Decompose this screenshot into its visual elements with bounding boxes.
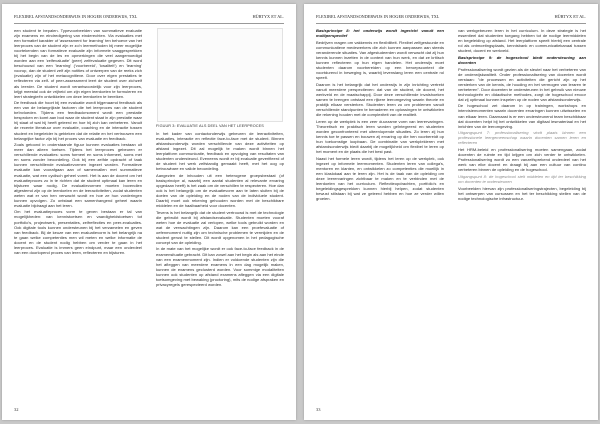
- paragraph: Leren op de werkplek is een zeer duurzame vorm van leerervaringen. Theoretisch en praktisch leren worden geïntegreerd en studenten worden geconfronteerd met uiteenlopende situaties. Zo leren zij hun kennis toe te passen en bouwen zij ervaring op die hen voorbereidt op hun toekomstige loopbaan. De combinatie van werkplekleren met afstandsonderwijs biedt daarbij de mogelijkheid om flexibel te leren op het moment en de plaats die het best past.: [316, 118, 444, 154]
- section-heading: Basisprincipe 8: het onderwijs wordt ingericht vanuit een multiperspectief: [316, 28, 444, 39]
- principle-quote: Uitgangspunt 8: de hogeschool stelt middelen en tijd ter beschikking om docenten te ondersteunen: [458, 173, 586, 184]
- header-title: FLEXIBEL AFSTANDSONDERWIJS IN HOGER ONDERWIJS, TXL: [14, 14, 138, 19]
- running-header: [316, 14, 586, 22]
- paragraph: In het kader van contactonderwijs gebeuren de leeractiviteiten, evaluaties, interactie en reflectie face-to-face met de student. Binnen afstandsonderwijs worden verschillende van deze activiteiten op afstand ingezet. Dit zal mogelijk te maken wordt binnen het leerplatform communicatie, feedback en opvolging van resultaten van studenten ondersteund. Eveneens wordt er bij evaluatie geverifieerd of de student het werk zelfstandig gemaakt heeft, met het oog op betrouwbare en valide beoordeling.: [156, 130, 284, 171]
- left-column-1: [14, 28, 142, 400]
- right-page: [304, 4, 598, 420]
- left-column-2: [156, 28, 284, 400]
- paragraph: Bedrijven vragen om vakkennis en flexibiliteit. Flexibel zelfgestuurde en communicatieve medewerkers die zich kunnen aanpassen aan steeds veranderende situaties. Van afgestudeerden wordt verwacht dat zij hun kennis kunnen inzetten in de context van hun werk, en dat ze kritisch kunnen reflecteren op hun eigen handelen. Het onderwijs moet studenten daarom voorbereiden op een beroepscontext die voortdurend in beweging is, waarbij levenslang leren een centrale rol speelt.: [316, 39, 444, 81]
- paragraph: Zoals getoond in onderstaande figuur kunnen evaluaties bestaan uit meer dan alleen toetsen. Tijdens het leerproces gebeuren er verschillende evaluaties: soms formeel en soms informeel, soms met en soms zonder beoordeling. Ook bij een zelfde opdracht of taak kunnen verschillende evaluatievormen ingezet worden. Formatieve evaluatie kan voorafgaan aan of samenvallen met summatieve evaluatie, wat een cyclisch geheel vormt. Het is aan de docent om het evaluatieproces zo in te richten dat de student optimaal kan leren en bijsturen waar nodig. De evaluatievormen moeten bovendien afgestemd zijn op de leerdoelen en de leeractiviteiten, zodat studenten weten wat er van hen verwacht wordt en hoe ze hun vorderingen kunnen opvolgen. Zo ontstaat een samenhangend geheel waarin evaluatie bijdraagt aan het leren.: [14, 142, 142, 208]
- paragraph: Voorbeelden hiervan zijn professionaliseringstrajecten, begeleiding bij het ontwerpen van cursussen en het ter beschikking stellen van de nodige technologische infrastructuur.: [458, 185, 586, 201]
- paragraph: Daarom is het belangrijk dat het onderwijs in zijn inrichting vertrekt vanuit meerdere perspectieven: dat van de student, de docent, het werkveld en de maatschappij. Door deze verschillende invalshoeken samen te brengen ontstaat een rijkere leeromgeving waarin theorie en praktijk elkaar versterken. Studenten leren zo om problemen vanuit verschillende standpunten te benaderen en oplossingen te ontwikkelen die rekening houden met de complexiteit van de realiteit.: [316, 81, 444, 117]
- paragraph: Het HRM-beleid en professionalisering moeten samengaan, zodat docenten de ruimte en tijd krijgen om zich verder te ontwikkelen. Professionalisering wordt zo een vanzelfsprekend onderdeel van het werk van elke docent en draagt bij aan een cultuur van continu verbeteren binnen de opleiding en de hogeschool.: [458, 147, 586, 173]
- header-title: FLEXIBEL AFSTANDSONDERWIJS IN HOGER ONDERWIJS, TXL: [316, 14, 440, 19]
- paragraph: Tevens is het belangrijk dat de student vertrouwd is met de technologie die gebruikt wordt bij afstandsevaluatie. Studenten moeten vooraf weten hoe de evaluatie zal verlopen, welke tools gebruikt worden en wat de verwachtingen zijn. Daarom kan een proefevaluatie of oefenmoment nuttig zijn om technische problemen te vermijden en de student gerust te stellen. Dit wordt opgenomen in het pedagogische concept van de opleiding.: [156, 209, 284, 245]
- header-rule: [316, 23, 586, 24]
- header-rule: [14, 23, 284, 24]
- paragraph: Professionalisering wordt gezien als de sleutel naar het verbeteren van de onderwijskwaliteit. Onder professionalisering van docenten wordt verstaan: "de processen en activiteiten die gericht zijn op het versterken van de kennis, de houding en het vermogen van leraren te verbeteren". Door docenten te ondersteunen in het gebruik van nieuwe technologieën en didactische methodes, zorgt de hogeschool ervoor dat zij optimaal kunnen inspelen op de noden van afstandsonderwijs.: [458, 66, 586, 102]
- running-header: [14, 14, 284, 22]
- paragraph: In de mate van het mogelijke wordt er ook face-to-face feedback in de examensituatie gebracht. Dit kan zowel aan het begin als aan het einde van een examenmoment zijn. Indien er voldoende studenten zijn die het afleggen van meerdere examens in een dag mogelijk maken, kunnen de examens geclusterd worden. Voor sommige modaliteiten kunnen ook studenten op afstand examens afleggen via een digitale toetsomgeving met bewaking (proctoring), mits de nodige afspraken en privacyregels gerespecteerd worden.: [156, 246, 284, 287]
- paragraph: van werkgebeuren leren in het curriculum. In deze strategie is het essentieel dat studenten toegang hebben tot de nodige leermiddelen en begeleiding op afstand. Het leerplatform speelt hierbij een centrale rol als ontmoetingsplaats, kennisbank en communicatiekanaal tussen student, docent en werkveld.: [458, 28, 586, 54]
- paragraph: De hogeschool zet daarom in op trainingen, workshops en intervisiemomenten waarin docenten ervaringen kunnen uitwisselen en van elkaar leren. Daarnaast is er een ondersteunend team beschikbaar dat docenten helpt bij het ontwikkelen van digitaal lesmateriaal en het inrichten van de leeromgeving.: [458, 103, 586, 129]
- page-number: 32: [14, 407, 19, 412]
- principle-quote: Uitgangspunt 7: professionalisering vindt plaats binnen een professionele leergemeenschap waarin docenten samen leren en reflecteren: [458, 130, 586, 146]
- paragraph: een student te bepalen. Typevoorbeelden van summatieve evaluatie zijn examens en eindredigering van einderechten. Via evaluaties met een formatief karakter of 'assessment for learning' ten behoeve van het leerproces van de student zijn er zo'n leermethoden bij meer mogelijke voortekenden van formatieve evaluatie zijn informele vaaggesprekken bij het begin van de les en opmerkingen die veel aangemoedigd worden aan een 'zelfevaluatie' (peer) zelfevaluatie gegeven. Dit word beschouwd van een 'learning' ('voorbereid', 'kwaliteit') en 'learning' voorop, dan de student zelf zijn notities of ontwerpen van de reeks zich (evaluatie) zijn of het metacognitieve. Door over eigen prestaties te reflecteren via zelf- of peer-assessment leert de student over zichzelf als leerder. De student wordt verantwoordelijk voor zijn leerproces, krijgt meestal ook de vrijheid om zijn eigen leerdoelen te formuleren en leert strategieën ontwikkelen om deze leerdoelen te bereiken.: [14, 28, 142, 99]
- paragraph: De feedback die hoort bij een evaluatie wordt bijgenaamd feedback als een van de belangrijkste factoren die het leerproces van de student beïnvloeden. Tijdens een feedbackmoment wordt een prestatie besproken en komt aan bod waar de student staat in zijn prestatie waar hij staat of wat hij heeft geleerd en hoe hij zich kan verbeteren. Vanuit de recente literatuur over evaluatie, coaching en de interactie tussen student en begeleider is gebleken dat de relatie en het vertrouwen een belangrijke factor zijn bij het proces van evaluatie en feedback.: [14, 100, 142, 141]
- section-heading: Basisprincipe 9: de hogeschool biedt ondersteuning aan docenten: [458, 54, 586, 65]
- paragraph: Aangezien de inhouden uit een heterogene groepsbestaat (of basisprincipe al, waarbij een aantal studenten al relevante ervaring opgedaan heeft) is het zaak om de verschillen te respecteren. Hoe dan ook is het belangrijk om de evaluatievorm aan te laten sluiten bij de doelen van de opleiding en de noden van de individuele student. Daarbij moet ook rekening gehouden worden met de beschikbare middelen en de haalbaarheid voor docenten.: [156, 172, 284, 208]
- page-number: 33: [316, 407, 321, 412]
- header-authors: HÜRTYX ET AL.: [554, 14, 586, 19]
- paragraph: Naast het formele leren wordt, tijdens het leren op de werkplek, ook ingezet op informele leermomenten. Studenten leren van collega's, mentoren en klanten, en ontwikkelen zo competenties die moeilijk in een klaslokaal aan te leren zijn. Het is de taak van de opleiding om deze leerervaringen zichtbaar te maken en te verbinden met de leerdoelen van het curriculum. Reflectieopdrachten, portfolio's en begeleidingsgesprekken kunnen hierbij helpen, zodat studenten bewust stilstaan bij wat ze geleerd hebben en hoe ze verder willen groeien.: [316, 155, 444, 201]
- left-page: [2, 4, 296, 420]
- paragraph: Om het evaluatieproces vorm te geven bestaan er tal van mogelijkheden: van kennistoetsen en vaardigheidstoetsen tot portfolio's, projectwerk, presentaties, zelfreflecties en peer-evaluaties. Ook digitale tools kunnen ondersteunen bij het verzamelen en geven van feedback. Bij de keuze van een evaluatievorm is het belangrijk na te gaan welke competenties men wil meten en welke informatie de docent en de student nodig hebben om verder te gaan in het leerproces. Evaluatie is immers geen eindpunt, maar een onderdeel van een doorlopend proces van leren, reflecteren en bijsturen.: [14, 209, 142, 255]
- figure-placeholder: [157, 28, 283, 122]
- figure-caption: FIGUUR 3: EVALUATIE ALS DEEL VAN HET LEERPROCES: [156, 124, 264, 128]
- right-column-1: [316, 28, 444, 400]
- right-column-2: [458, 28, 586, 400]
- header-authors: HÜRTYX ET AL.: [252, 14, 284, 19]
- figure-blank-image: [158, 29, 282, 121]
